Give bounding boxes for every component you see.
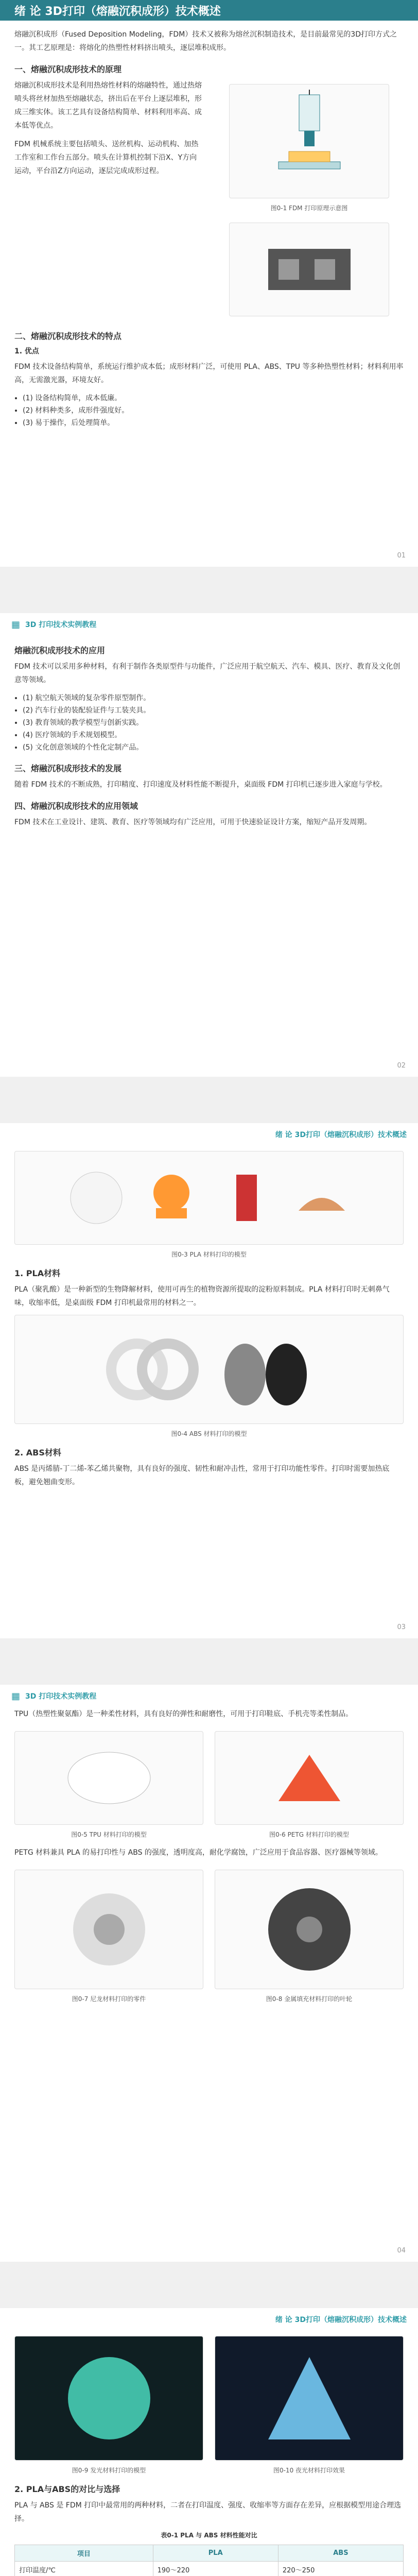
figure-glow-spool <box>14 2336 203 2461</box>
page-header <box>0 1123 418 1146</box>
figure-part <box>229 223 389 316</box>
two-figures <box>14 1865 404 2003</box>
paragraph: PETG 材料兼具 PLA 的易打印性与 ABS 的强度，透明度高，耐化学腐蚀，广泛应用于食品容器、医疗器械等领域。 <box>14 1849 382 1857</box>
left-column <box>14 79 203 321</box>
left-figure <box>14 1865 203 2003</box>
figure-petg <box>215 1731 404 1825</box>
page-title: 绪 论 3D打印（熔融沉积成形）技术概述 <box>0 0 418 21</box>
paragraph: FDM 技术设备结构简单，系统运行维护成本低；成形材料广泛，可使用 PLA、ABS、TPU 等多种热塑性材料；材料利用率高，无需激光器，环境友好。 <box>14 363 404 384</box>
page-separator <box>0 567 418 613</box>
intro-paragraph: 熔融沉积成形（Fused Deposition Modeling，FDM）技术又被称为熔丝沉积制造技术，是目前最常见的3D打印方式之一。其工艺原理是：将熔化的热塑性材料挤出喷头，逐层堆积成形。 <box>14 30 397 52</box>
two-figures <box>14 1726 404 1839</box>
sub-title: 1. 优点 <box>14 347 39 355</box>
left-figure <box>14 2331 203 2475</box>
list-item: • (3) 教育领域的教学模型与创新实践。 <box>23 717 404 729</box>
figure-caption: 图0-8 金属填充材料打印的叶轮 <box>266 1995 353 2003</box>
page-number: 03 <box>397 1623 406 1631</box>
figure-fdm-diagram <box>229 84 389 198</box>
paragraph: FDM 技术可以采用多种材料，有利于制作各类原型件与功能件，广泛应用于航空航天、汽车、模具、医疗、教育及文化创意等领域。 <box>14 663 400 684</box>
paragraph: 随着 FDM 技术的不断成熟，打印精度、打印速度及材料性能不断提升，桌面级 FDM 打印机已逐步进入家庭与学校。 <box>14 781 387 789</box>
section-title: 二、熔融沉积成形技术的特点 <box>14 331 122 341</box>
header-title: 3D 打印技术实例教程 <box>25 1692 97 1701</box>
content-with-figure <box>14 79 404 321</box>
right-column <box>215 79 404 321</box>
figure-caption: 图0-4 ABS 材料打印的模型 <box>171 1430 247 1437</box>
white-knot-icon <box>101 1323 204 1416</box>
figure-nylon <box>14 1870 203 1989</box>
list-item: • (5) 文化创意领域的个性化定制产品。 <box>23 741 404 754</box>
applications-list <box>23 692 404 754</box>
list-item: • (4) 医疗领域的手术规划模型。 <box>23 729 404 741</box>
printed-part-icon <box>248 228 371 311</box>
figure-tpu <box>14 1731 203 1825</box>
page-4 <box>0 1685 418 2262</box>
page-5 <box>0 2308 418 2576</box>
comparison-table <box>14 2545 404 2576</box>
white-model-icon <box>63 1164 130 1231</box>
header-title: 绪 论 3D打印（熔融沉积成形）技术概述 <box>275 2316 407 2324</box>
table-cell: 220～250 <box>278 2562 403 2576</box>
section-title: 2. PLA与ABS的对比与选择 <box>14 2484 120 2494</box>
page-separator <box>0 1077 418 1123</box>
list-item: • (1) 设备结构简单，成本低廉。 <box>23 392 404 404</box>
fdm-schematic-icon <box>248 90 371 193</box>
right-figure <box>215 1865 404 2003</box>
shoe-model-icon <box>288 1164 355 1231</box>
figure-caption: 图0-9 发光材料打印的模型 <box>72 2467 146 2474</box>
tpu-model-icon <box>58 1739 161 1817</box>
table-title: 表0-1 PLA 与 ABS 材料性能对比 <box>161 2532 257 2539</box>
list-item: • (1) 航空航天领域的复杂零件原型制作。 <box>23 692 404 704</box>
orange-octopus-icon <box>138 1164 205 1231</box>
page-1 <box>0 0 418 567</box>
figure-caption: 图0-6 PETG 材料打印的模型 <box>269 1831 349 1838</box>
glow-spool-icon <box>53 2347 166 2450</box>
section-title: 2. ABS材料 <box>14 1448 61 1458</box>
table-header: 项目 <box>15 2545 153 2562</box>
right-figure <box>215 2331 404 2475</box>
header-title: 3D 打印技术实例教程 <box>25 621 97 629</box>
figure-pla-models <box>14 1151 404 1245</box>
section-title: 熔融沉积成形技术的应用 <box>14 646 106 655</box>
table-row <box>15 2562 404 2576</box>
paragraph: 熔融沉积成形技术是利用热熔性材料的熔融特性，通过热熔喷头将丝材加热至熔融状态，挤出后在平台上逐层堆积，形成三维实体。该工艺具有设备结构简单、材料利用率高、成本低等优点。 <box>14 81 202 130</box>
figure-caption: 图0-3 PLA 材料打印的模型 <box>171 1251 247 1258</box>
owl-model-icon <box>214 1323 317 1416</box>
table-cell: 190～220 <box>153 2562 278 2576</box>
header-title: 绪 论 3D打印（熔融沉积成形）技术概述 <box>275 1131 407 1139</box>
page-header <box>0 1685 418 1707</box>
red-figure-icon <box>213 1164 280 1231</box>
two-figures <box>14 2331 404 2475</box>
table-header: ABS <box>278 2545 403 2562</box>
figure-caption: 图0-7 尼龙材料打印的零件 <box>72 1995 146 2003</box>
page-2 <box>0 613 418 1077</box>
paragraph: FDM 机械系统主要包括喷头、送丝机构、运动机构、加热工作室和工作台五部分。喷头在计算机控制下沿X、Y方向运动，平台沿Z方向运动，逐层完成成形过程。 <box>14 140 199 175</box>
petg-model-icon <box>258 1739 361 1817</box>
advantages-list <box>23 392 404 429</box>
impeller-icon <box>253 1878 366 1981</box>
figure-glow-model <box>215 2336 404 2461</box>
page-separator <box>0 2262 418 2308</box>
nylon-gear-icon <box>53 1878 166 1981</box>
page-number: 02 <box>397 1062 406 1070</box>
left-figure <box>14 1726 203 1839</box>
right-figure <box>215 1726 404 1839</box>
table-header: PLA <box>153 2545 278 2562</box>
figure-caption: 图0-5 TPU 材料打印的模型 <box>71 1831 147 1838</box>
paragraph: PLA 与 ABS 是 FDM 打印中最常用的两种材料，二者在打印温度、强度、收缩率等方面存在差异，应根据模型用途合理选择。 <box>14 2501 402 2523</box>
page-3 <box>0 1123 418 1638</box>
section-title: 1. PLA材料 <box>14 1268 61 1278</box>
list-item: • (3) 易于操作，后处理简单。 <box>23 417 404 429</box>
page-number: 01 <box>397 552 406 560</box>
paragraph: FDM 技术在工业设计、建筑、教育、医疗等领域均有广泛应用，可用于快速验证设计方案，缩短产品开发周期。 <box>14 818 372 826</box>
list-item: • (2) 材料种类多，成形件强度好。 <box>23 404 404 417</box>
table-wrapper <box>14 2545 404 2576</box>
section-title: 三、熔融沉积成形技术的发展 <box>14 764 122 773</box>
page-header <box>0 613 418 636</box>
paragraph: ABS 是丙烯腈-丁二烯-苯乙烯共聚物，具有良好的强度、韧性和耐冲击性，常用于打印功能性零件。打印时需要加热底板，避免翘曲变形。 <box>14 1465 390 1486</box>
figure-caption: 图0-1 FDM 打印原理示意图 <box>270 205 348 212</box>
paragraph: PLA（聚乳酸）是一种新型的生物降解材料，使用可再生的植物资源所提取的淀粉原料制成。PLA 材料打印时无刺鼻气味，收缩率低，是桌面级 FDM 打印机最常用的材料之一。 <box>14 1285 390 1307</box>
page-number: 04 <box>397 2247 406 2255</box>
section-title: 一、熔融沉积成形技术的原理 <box>14 64 122 74</box>
book-icon: ▦ <box>11 1690 21 1702</box>
page-header <box>0 2308 418 2331</box>
book-icon: ▦ <box>11 619 21 630</box>
figure-impeller <box>215 1870 404 1989</box>
list-item: • (2) 汽车行业的装配验证件与工装夹具。 <box>23 704 404 717</box>
figure-caption: 图0-10 夜光材料打印效果 <box>273 2467 345 2474</box>
table-cell: 打印温度/℃ <box>15 2562 153 2576</box>
section-title: 四、熔融沉积成形技术的应用领域 <box>14 801 138 811</box>
page-separator <box>0 1638 418 1685</box>
figure-abs-models <box>14 1315 404 1424</box>
glow-model-icon <box>253 2347 366 2450</box>
paragraph: TPU（热塑性聚氨酯）是一种柔性材料，具有良好的弹性和耐磨性，可用于打印鞋底、手机壳等柔性制品。 <box>14 1710 353 1718</box>
